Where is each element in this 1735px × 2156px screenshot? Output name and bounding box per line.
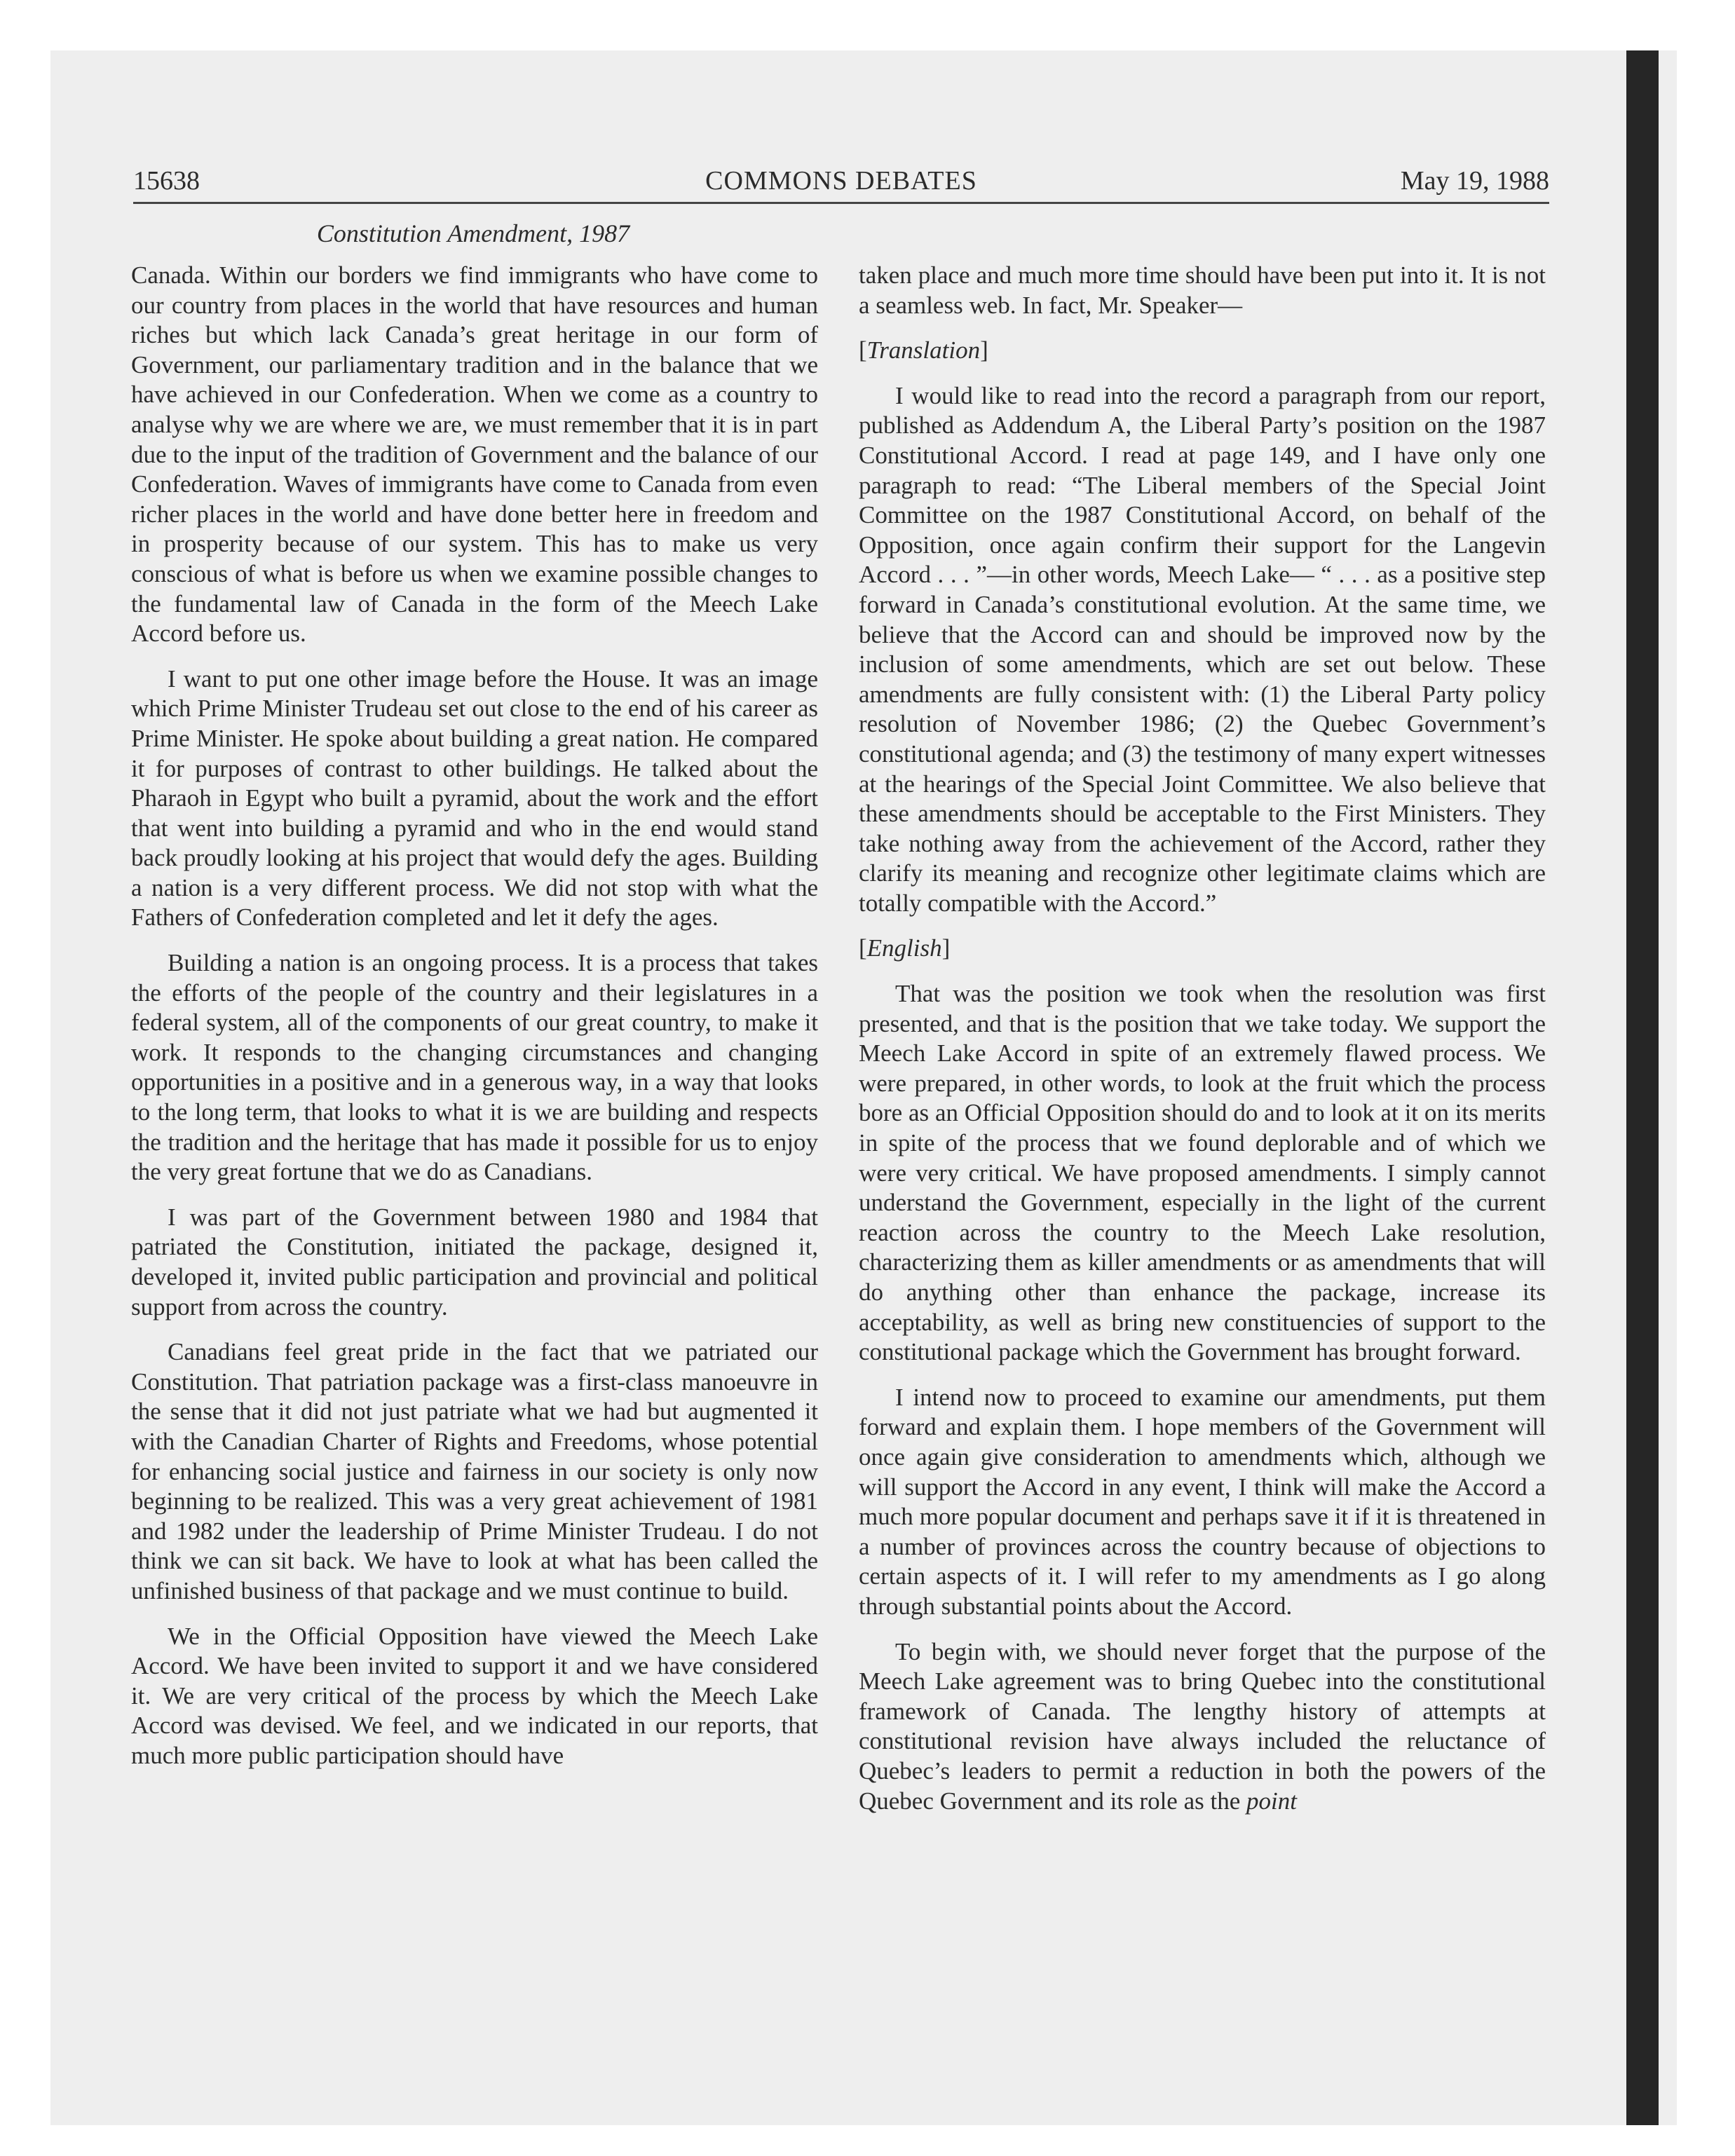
paragraph: That was the position we took when the resolution was first presented, and that is the position that we take today. We support the Meech Lake Accord in spite of an extremely flawed process. We were prepared, in other words, to look at the fruit which the process bore as an Official Opposition should do and to look at it on its merits in spite of the process that we found deplorable and of which we were very critical. We have proposed amendments. I simply cannot understand the Government, especially in the light of the current reaction across the country to the Meech Lake resolution, characterizing them as killer amendments or as amendments that will do anything other than enhance the package, increase its acceptability, as well as bring new constituencies of support to the constitutional package which the Government has brought forward.: [859, 980, 1546, 1366]
right-column: [859, 261, 1546, 1831]
paragraph: I would like to read into the record a paragraph from our report, published as Addendum A, the Liberal Party’s position on the 1987 Constitutional Accord. I read at page 149, and I have only one paragraph to read: “The Liberal members of the Special Joint Committee on the 1987 Constitutional Accord, on behalf of the Opposition, once again confirm their support for the Langevin Accord . . . ”—in other words, Meech Lake— “ . . . as a positive step forward in Canada’s constitutional evolution. At the same time, we believe that the Accord can and should be improved now by the inclusion of some amendments, which are set out below. These amendments are fully consistent with: (1) the Liberal Party policy resolution of November 1986; (2) the Quebec Government’s constitutional agenda; and (3) the testimony of many expert witnesses at the hearings of the Special Joint Committee. We also believe that these amendments should be acceptable to the First Ministers. They take nothing away from the achievement of the Accord, rather they clarify its meaning and recognize other legitimate claims which are totally compatible with the Accord.”: [859, 381, 1546, 917]
left-column: [131, 261, 818, 1787]
paragraph: Building a nation is an ongoing process. It is a process that takes the efforts of the people of the country and their legislatures in a federal system, all of the components of our great country, to make it work. It responds to the changing circumstances and changing opportunities in a positive and in a generous way, in a way that looks to the long term, that looks to what it is we are building and respects the tradition and the heritage that has made it possible for us to enjoy the very great fortune that we do as Canadians.: [131, 949, 818, 1186]
paragraph: I want to put one other image before the House. It was an image which Prime Minister Trudeau set out close to the end of his career as Prime Minister. He spoke about building a great nation. He compared it for purposes of contrast to other buildings. He talked about the Pharaoh in Egypt who built a pyramid, about the work and the effort that went into building a pyramid and who in the end would stand back proudly looking at his project that would defy the ages. Building a nation is a very different process. We did not stop with what the Fathers of Confederation completed and let it defy the ages.: [131, 664, 818, 932]
journal-title: COMMONS DEBATES: [705, 166, 977, 196]
italic-word: point: [1246, 1787, 1297, 1815]
paragraph: Canadians feel great pride in the fact that we patriated our Constitution. That patriation package was a first-class manoeuvre in the sense that it did not just patriate what we had but augmented it with the Canadian Charter of Rights and Freedoms, whose potential for enhancing social justice and fairness in our society is only now beginning to be realized. This was a very great achievement of 1981 and 1982 under the leadership of Prime Minister Trudeau. I do not think we can sit back. We have to look at what has been called the unfinished business of that package and we must continue to build.: [131, 1338, 818, 1604]
paragraph-text: To begin with, we should never forget that the purpose of the Meech Lake agreement was to bring Quebec into the constitutional framework of Canada. The lengthy history of attempts at constitutional revision have always included the reluctance of Quebec’s leaders to permit a reduction in both the powers of the Quebec Government and its role as the: [859, 1637, 1546, 1815]
issue-date: May 19, 1988: [1400, 166, 1549, 196]
paragraph: We in the Official Opposition have viewed the Meech Lake Accord. We have been invited to support it and we have considered it. We are very critical of the process by which the Meech Lake Accord was devised. We feel, and we indicated in our reports, that much more public participation should have: [131, 1622, 818, 1769]
paragraph: [859, 1637, 1546, 1817]
paragraph: taken place and much more time should have been put into it. It is not a seamless web. In fact, Mr. Speaker—: [859, 261, 1546, 319]
page-number: 15638: [133, 166, 200, 196]
paragraph: I was part of the Government between 1980 and 1984 that patriated the Constitution, initiated the package, designed it, developed it, invited public participation and provincial and political support from across the country.: [131, 1203, 818, 1321]
paragraph: I intend now to proceed to examine our amendments, put them forward and explain them. I hope members of the Government will once again give consideration to amendments which, although we will support the Accord in any event, I think will make the Accord a much more popular document and perhaps save it if it is threatened in a number of provinces across the country because of objections to certain aspects of it. I will refer to my amendments as I go along through substantial points about the Accord.: [859, 1383, 1546, 1620]
page-header: [133, 163, 1549, 204]
running-head: Constitution Amendment, 1987: [316, 219, 630, 247]
paragraph: Canada. Within our borders we find immigrants who have come to our country from places in the world that have resources and human riches but which lack Canada’s great heritage in our form of Government, our parliamentary tradition and in the balance that we have achieved in our Confederation. When we come as a country to analyse why we are where we are, we must remember that it is in part due to the input of the tradition of Government and the balance of our Confederation. Waves of immigrants have come to Canada from even richer places in the world and have done better here in freedom and in prosperity because of our system. This has to make us very conscious of what is before us when we examine possible changes to the fundamental law of Canada in the form of the Meech Lake Accord before us.: [131, 261, 818, 648]
translation-label: [Translation]: [859, 336, 988, 364]
english-label: [English]: [859, 934, 951, 962]
